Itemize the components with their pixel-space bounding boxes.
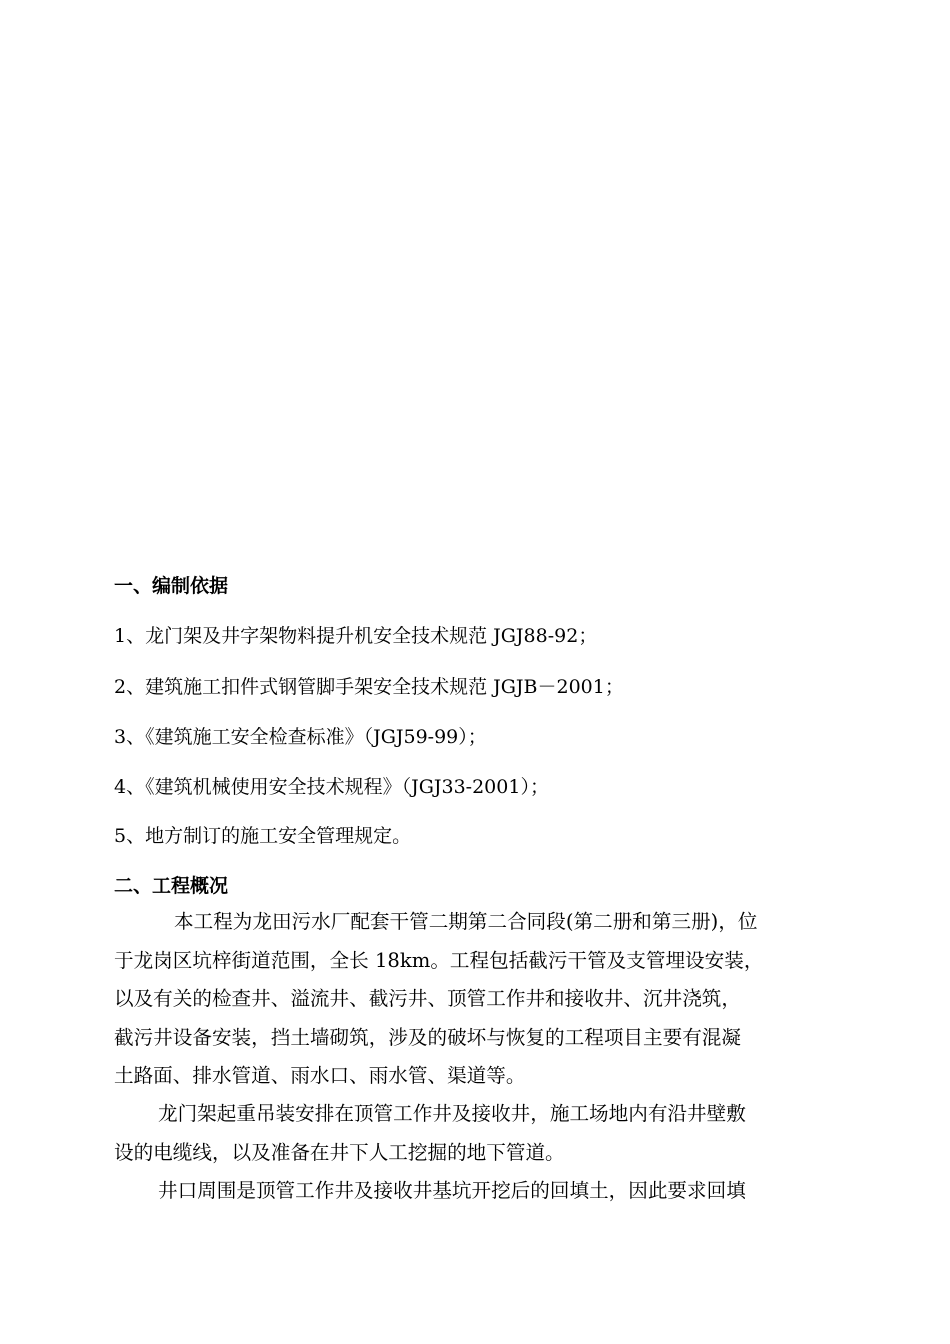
reference-item-2: 2、建筑施工扣件式钢管脚手架安全技术规范 JGJB－2001； <box>114 676 624 698</box>
paragraph-line: 龙门架起重吊装安排在顶管工作井及接收井，施工场地内有沿井壁敷 <box>158 1102 746 1125</box>
paragraph-line: 井口周围是顶管工作井及接收井基坑开挖后的回填土，因此要求回填 <box>158 1179 746 1202</box>
reference-item-4: 4、《建筑机械使用安全技术规程》（JGJ33-2001）； <box>114 776 549 798</box>
paragraph-line: 本工程为龙田污水厂配套干管二期第二合同段(第二册和第三册)，位 <box>174 910 758 933</box>
reference-item-3: 3、《建筑施工安全检查标准》（JGJ59-99）； <box>114 726 487 748</box>
reference-item-5: 5、地方制订的施工安全管理规定。 <box>114 825 412 847</box>
overview-paragraph-2 <box>114 1095 854 1172</box>
reference-item-1: 1、龙门架及井字架物料提升机安全技术规范 JGJ88-92； <box>114 625 598 647</box>
overview-paragraph-1 <box>114 903 854 1096</box>
section-heading-project-overview: 二、工程概况 <box>114 875 229 897</box>
section-heading-compilation-basis: 一、编制依据 <box>114 575 229 597</box>
paragraph-line: 于龙岗区坑梓街道范围，全长 18km。工程包括截污干管及支管埋设安装， <box>114 948 764 972</box>
paragraph-line: 以及有关的检查井、溢流井、截污井、顶管工作井和接收井、沉井浇筑， <box>114 987 741 1010</box>
overview-paragraph-3 <box>114 1172 854 1211</box>
paragraph-line: 截污井设备安装，挡土墙砌筑，涉及的破坏与恢复的工程项目主要有混凝 <box>114 1025 741 1049</box>
paragraph-line: 设的电缆线，以及准备在井下人工挖掘的地下管道。 <box>114 1140 565 1164</box>
paragraph-line: 土路面、排水管道、雨水口、雨水管、渠道等。 <box>114 1064 526 1087</box>
